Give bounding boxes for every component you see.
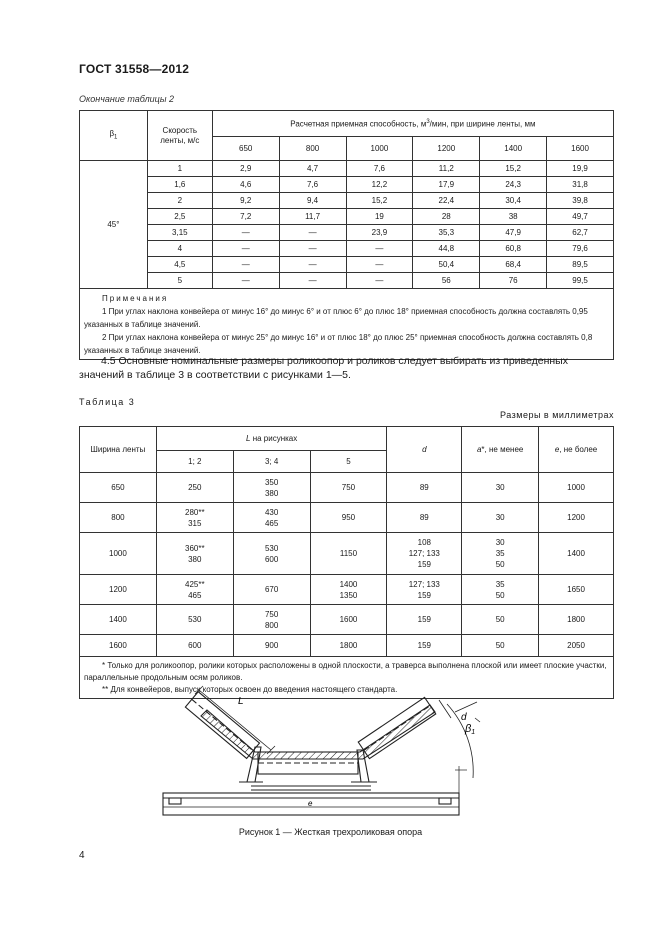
table2-header-beta: $\beta_1$ bbox=[80, 111, 148, 161]
table3-L-subheader: 1; 2 bbox=[156, 451, 233, 473]
table2-width-header: 1400 bbox=[480, 137, 547, 161]
table3-cell-line: 50 bbox=[495, 560, 505, 569]
table3-L-subheader: 3; 4 bbox=[233, 451, 310, 473]
table3-cell-line: 89 bbox=[419, 513, 429, 522]
table3-cell-line: 50 bbox=[495, 590, 505, 600]
table3-L34-cell bbox=[233, 533, 310, 575]
table2-value-cell: 7,6 bbox=[279, 177, 346, 193]
table3-width-cell: 800 bbox=[80, 503, 157, 533]
table2-row bbox=[80, 209, 614, 225]
table3-note-2: ** Для конвейеров, выпуск которых освоен до введения настоящего стандарта. bbox=[102, 685, 398, 694]
table3-d-cell bbox=[387, 635, 462, 657]
table3-cell-line: 1350 bbox=[339, 590, 358, 600]
conveyor-belt bbox=[201, 705, 435, 759]
table2-value-cell: 76 bbox=[480, 273, 547, 289]
table3-header-a: a*, не менее bbox=[462, 427, 539, 473]
table2-value-cell: 35,3 bbox=[413, 225, 480, 241]
table2-value-cell: — bbox=[346, 241, 413, 257]
table2-beta-value: 45° bbox=[80, 161, 148, 289]
table3-L34-cell bbox=[233, 635, 310, 657]
table3-row bbox=[80, 575, 614, 605]
table3-e-cell: 1400 bbox=[539, 533, 614, 575]
table2-value-cell: — bbox=[212, 225, 279, 241]
table3-note-1: * Только для роликоопор, ролики которых расположены в одной плоскости, а траверса выполнена плоской или имеет плоские участки, параллельные продольным осям роликов. bbox=[84, 661, 607, 682]
table3-width-cell: 650 bbox=[80, 473, 157, 503]
table2-value-cell: — bbox=[346, 273, 413, 289]
table3-e-cell: 1650 bbox=[539, 575, 614, 605]
table3-width-cell: 1400 bbox=[80, 605, 157, 635]
table2-speed-cell: 5 bbox=[147, 273, 212, 289]
table3-L-subheader: 5 bbox=[310, 451, 387, 473]
table2-value-cell: 38 bbox=[480, 209, 547, 225]
table2-value-cell: 23,9 bbox=[346, 225, 413, 241]
table2-speed-cell: 4,5 bbox=[147, 257, 212, 273]
table2-value-cell: 15,2 bbox=[480, 161, 547, 177]
table2-notes-title: Примечания bbox=[102, 294, 169, 303]
table2-value-cell: — bbox=[279, 241, 346, 257]
table3-row bbox=[80, 605, 614, 635]
table3-cell-line: 50 bbox=[495, 615, 505, 624]
table3-d-cell bbox=[387, 533, 462, 575]
table2-speed-cell: 2,5 bbox=[147, 209, 212, 225]
table3-cell-line: 360** bbox=[185, 543, 205, 553]
table2-row bbox=[80, 273, 614, 289]
table2-value-cell: 31,8 bbox=[547, 177, 614, 193]
table3-a-cell bbox=[462, 473, 539, 503]
figure-label-beta: β1 bbox=[465, 723, 476, 736]
table2-row bbox=[80, 257, 614, 273]
table2-row bbox=[80, 193, 614, 209]
table3-row bbox=[80, 635, 614, 657]
table2-value-cell: 62,7 bbox=[547, 225, 614, 241]
table2-value-cell: 49,7 bbox=[547, 209, 614, 225]
table2-value-cell: 28 bbox=[413, 209, 480, 225]
paragraph-4-5: 4.5 Основные номинальные размеры роликоопор и роликов следует выбирать из приведенных значений в таблице 3 в соответствии с рисунками 1—5. bbox=[79, 355, 568, 381]
table3-a-cell bbox=[462, 575, 539, 605]
table2-value-cell: 99,5 bbox=[547, 273, 614, 289]
table2-note-2: 2 При углах наклона конвейера от минус 25° до минус 16° и от плюс 18° до плюс 25° приемная способность должна составлять 0,8 указанных в таблице значений. bbox=[84, 333, 593, 355]
table2-value-cell: 2,9 bbox=[212, 161, 279, 177]
table2-value-cell: 9,4 bbox=[279, 193, 346, 209]
table3-units: Размеры в миллиметрах bbox=[500, 410, 614, 420]
table3-L5-cell bbox=[310, 605, 387, 635]
table2-value-cell: 22,4 bbox=[413, 193, 480, 209]
table3-row bbox=[80, 503, 614, 533]
table3-cell-line: 800 bbox=[264, 620, 279, 630]
figure-label-e: e bbox=[308, 799, 313, 808]
table3-cell-line: 89 bbox=[419, 483, 429, 492]
figure-label-L: L bbox=[238, 696, 244, 707]
table3-cell-line: 1800 bbox=[339, 641, 358, 650]
table3-cell-line: 50 bbox=[495, 641, 505, 650]
table2-value-cell: 7,2 bbox=[212, 209, 279, 225]
table3-L34-cell bbox=[233, 605, 310, 635]
table2-value-cell: — bbox=[279, 273, 346, 289]
table3-L12-cell bbox=[156, 473, 233, 503]
table2-value-cell: 60,8 bbox=[480, 241, 547, 257]
table2-value-cell: 17,9 bbox=[413, 177, 480, 193]
figure-1-caption: Рисунок 1 — Жесткая трехроликовая опора bbox=[238, 827, 423, 837]
table3-header-width: Ширина ленты bbox=[80, 427, 157, 473]
table2-speed-cell: 3,15 bbox=[147, 225, 212, 241]
table3-header-e: e, не более bbox=[539, 427, 614, 473]
table2-width-header: 1000 bbox=[346, 137, 413, 161]
table2-speed-cell: 1,6 bbox=[147, 177, 212, 193]
table2-value-cell: 4,6 bbox=[212, 177, 279, 193]
table3-width-cell: 1200 bbox=[80, 575, 157, 605]
table3-cell-line: 900 bbox=[264, 641, 279, 650]
table2-value-cell: 47,9 bbox=[480, 225, 547, 241]
table3-header-L: L на рисунках bbox=[156, 427, 387, 451]
table2 bbox=[79, 110, 614, 360]
table3-L34-cell bbox=[233, 473, 310, 503]
table2-value-cell: 79,6 bbox=[547, 241, 614, 257]
table2-value-cell: — bbox=[212, 273, 279, 289]
table3-caption: Таблица 3 bbox=[79, 397, 136, 407]
table3-a-cell bbox=[462, 503, 539, 533]
table3-L5-cell bbox=[310, 533, 387, 575]
table2-speed-cell: 2 bbox=[147, 193, 212, 209]
table2-value-cell: 89,5 bbox=[547, 257, 614, 273]
table3 bbox=[79, 426, 614, 699]
table3-e-cell: 1000 bbox=[539, 473, 614, 503]
table3-cell-line: 430 bbox=[264, 507, 279, 517]
table2-value-cell: 4,7 bbox=[279, 161, 346, 177]
table2-value-cell: 39,8 bbox=[547, 193, 614, 209]
table3-e-cell: 1800 bbox=[539, 605, 614, 635]
table2-note-1: 1 При углах наклона конвейера от минус 16° до минус 6° и от плюс 6° до плюс 18° приемная способность должна составлять 0,95 указанных в таблице значений. bbox=[84, 307, 588, 329]
table2-header-speed: Скорость ленты, м/с bbox=[147, 111, 212, 161]
table3-width-cell: 1000 bbox=[80, 533, 157, 575]
table3-cell-line: 350 bbox=[264, 477, 279, 487]
table3-a-cell bbox=[462, 635, 539, 657]
table3-L34-cell bbox=[233, 503, 310, 533]
table3-cell-line: 159 bbox=[417, 560, 431, 569]
table3-cell-line: 127; 133 bbox=[408, 579, 440, 589]
table2-value-cell: — bbox=[279, 257, 346, 273]
table2-value-cell: — bbox=[212, 241, 279, 257]
table2-row bbox=[80, 241, 614, 257]
table3-L34-cell bbox=[233, 575, 310, 605]
table2-width-header: 650 bbox=[212, 137, 279, 161]
table3-cell-line: 670 bbox=[264, 585, 279, 594]
table3-cell-line: 750 bbox=[341, 483, 356, 492]
table3-row bbox=[80, 473, 614, 503]
table2-value-cell: 44,8 bbox=[413, 241, 480, 257]
table3-cell-line: 127; 133 bbox=[408, 549, 440, 558]
table2-value-cell: 12,2 bbox=[346, 177, 413, 193]
table3-L12-cell bbox=[156, 503, 233, 533]
table3-cell-line: 250 bbox=[188, 483, 202, 492]
table3-cell-line: 600 bbox=[188, 641, 202, 650]
table3-cell-line: 35 bbox=[495, 549, 505, 558]
table3-cell-line: 30 bbox=[495, 538, 505, 547]
table2-notes bbox=[80, 289, 614, 360]
table3-d-cell bbox=[387, 473, 462, 503]
table3-L12-cell bbox=[156, 533, 233, 575]
table2-value-cell: 30,4 bbox=[480, 193, 547, 209]
table3-cell-line: 600 bbox=[264, 554, 279, 564]
table3-L5-cell bbox=[310, 503, 387, 533]
table2-value-cell: 68,4 bbox=[480, 257, 547, 273]
table3-e-cell: 1200 bbox=[539, 503, 614, 533]
table3-L12-cell bbox=[156, 575, 233, 605]
table3-cell-line: 159 bbox=[417, 590, 431, 600]
page-number: 4 bbox=[79, 850, 85, 861]
table2-value-cell: 15,2 bbox=[346, 193, 413, 209]
table2-speed-cell: 4 bbox=[147, 241, 212, 257]
table2-value-cell: 11,2 bbox=[413, 161, 480, 177]
table3-cell-line: 159 bbox=[417, 615, 431, 624]
table2-value-cell: — bbox=[346, 257, 413, 273]
table2-header-capacity: Расчетная приемная способность, $м^3$/мин, при ширине ленты, мм bbox=[212, 111, 613, 137]
table2-row bbox=[80, 225, 614, 241]
table2-value-cell: — bbox=[279, 225, 346, 241]
table3-cell-line: 30 bbox=[495, 513, 505, 522]
table2-caption: Окончание таблицы 2 bbox=[79, 94, 174, 104]
table2-width-header: 1600 bbox=[547, 137, 614, 161]
table3-a-cell bbox=[462, 605, 539, 635]
table2-width-header: 800 bbox=[279, 137, 346, 161]
table2-value-cell: 7,6 bbox=[346, 161, 413, 177]
table2-width-header: 1200 bbox=[413, 137, 480, 161]
table2-row bbox=[80, 177, 614, 193]
table3-cell-line: 35 bbox=[495, 579, 505, 589]
table2-value-cell: 19 bbox=[346, 209, 413, 225]
table3-L12-cell bbox=[156, 605, 233, 635]
table3-cell-line: 530 bbox=[188, 615, 202, 624]
table3-cell-line: 425** bbox=[185, 579, 205, 589]
table2-value-cell: 11,7 bbox=[279, 209, 346, 225]
table2-notes-row bbox=[80, 289, 614, 360]
table3-cell-line: 1600 bbox=[339, 615, 358, 624]
table3-cell-line: 380 bbox=[264, 488, 279, 498]
table3-cell-line: 280** bbox=[185, 507, 205, 517]
table3-cell-line: 380 bbox=[188, 554, 202, 564]
table3-cell-line: 1400 bbox=[339, 579, 358, 589]
table3-cell-line: 950 bbox=[341, 513, 356, 522]
table3-L5-cell bbox=[310, 473, 387, 503]
table3-cell-line: 530 bbox=[264, 543, 279, 553]
table2-value-cell: 24,3 bbox=[480, 177, 547, 193]
table3-L5-cell bbox=[310, 635, 387, 657]
table3-cell-line: 30 bbox=[495, 483, 505, 492]
table2-value-cell: 19,9 bbox=[547, 161, 614, 177]
figure-1-three-roller-idler bbox=[155, 672, 485, 822]
figure-label-d: d bbox=[461, 712, 467, 723]
table2-value-cell: — bbox=[212, 257, 279, 273]
table3-d-cell bbox=[387, 575, 462, 605]
table2-value-cell: 9,2 bbox=[212, 193, 279, 209]
table3-e-cell: 2050 bbox=[539, 635, 614, 657]
table3-d-cell bbox=[387, 605, 462, 635]
table3-L5-cell bbox=[310, 575, 387, 605]
document-header: ГОСТ 31558—2012 bbox=[79, 62, 190, 76]
table3-cell-line: 315 bbox=[188, 518, 202, 528]
table3-header-d: d bbox=[387, 427, 462, 473]
table3-d-cell bbox=[387, 503, 462, 533]
table3-cell-line: 465 bbox=[188, 590, 202, 600]
table2-row bbox=[80, 161, 614, 177]
table3-cell-line: 465 bbox=[264, 518, 279, 528]
table2-value-cell: 56 bbox=[413, 273, 480, 289]
table3-a-cell bbox=[462, 533, 539, 575]
table3-cell-line: 1150 bbox=[339, 549, 358, 558]
table3-width-cell: 1600 bbox=[80, 635, 157, 657]
table3-row bbox=[80, 533, 614, 575]
table2-value-cell: 50,4 bbox=[413, 257, 480, 273]
table2-speed-cell: 1 bbox=[147, 161, 212, 177]
table3-cell-line: 159 bbox=[417, 641, 431, 650]
table3-L12-cell bbox=[156, 635, 233, 657]
table3-cell-line: 108 bbox=[417, 538, 431, 547]
table3-cell-line: 750 bbox=[264, 609, 279, 619]
